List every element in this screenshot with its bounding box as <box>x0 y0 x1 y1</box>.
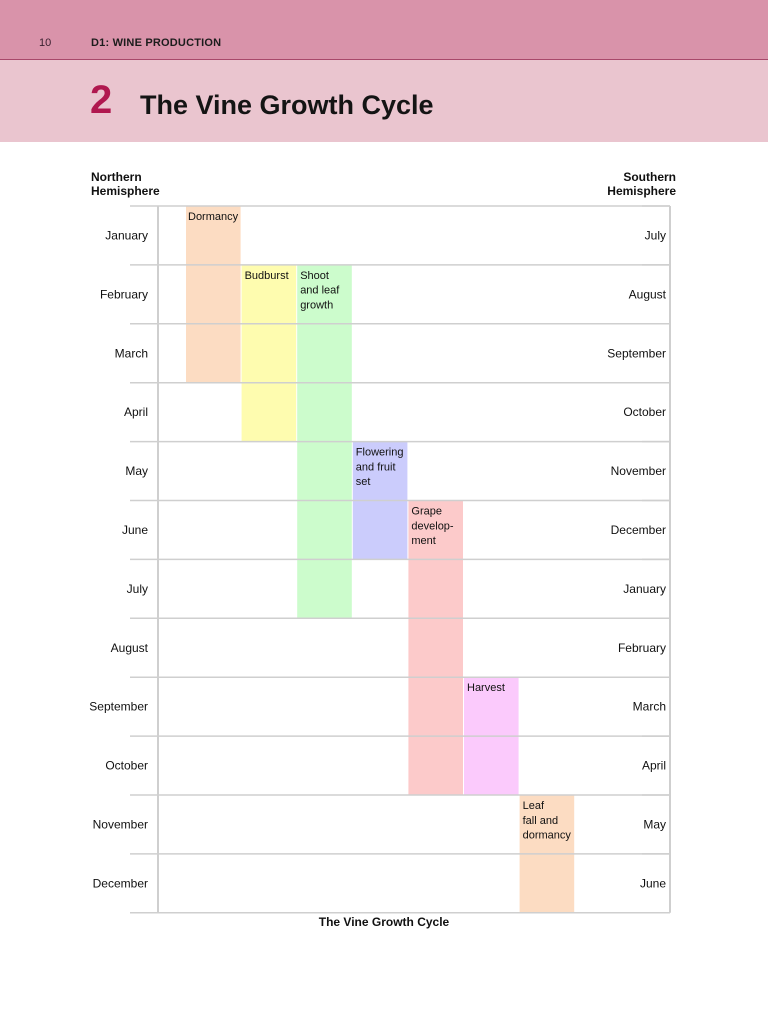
stage-label: ment <box>411 535 436 548</box>
southern-month-label: April <box>641 758 666 773</box>
southern-month-label: October <box>623 405 666 420</box>
southern-hemisphere-header: Southern Hemisphere <box>607 170 676 198</box>
southern-month-label: July <box>644 228 666 243</box>
northern-month-label: October <box>105 758 148 773</box>
northern-month-label: June <box>121 522 148 537</box>
northern-month-label: February <box>99 287 148 302</box>
stage-label: and fruit <box>355 461 396 474</box>
stage-label: growth <box>300 299 334 312</box>
northern-month-label: January <box>105 228 148 243</box>
southern-month-label: March <box>632 699 666 714</box>
stage-label: set <box>355 476 371 489</box>
northern-month-label: December <box>92 876 148 891</box>
northern-month-label: September <box>89 699 148 714</box>
southern-month-label: May <box>643 817 666 832</box>
northern-month-label: July <box>126 581 148 596</box>
stage-label: Dormancy <box>188 211 239 223</box>
page-number: 10 <box>39 37 52 49</box>
southern-month-label: February <box>617 640 666 655</box>
stage-label: Leaf <box>522 800 545 812</box>
chapter-title: The Vine Growth Cycle <box>140 90 434 120</box>
northern-month-label: August <box>110 640 148 655</box>
stage-label: and leaf <box>300 284 340 297</box>
northern-hemisphere-header: Northern Hemisphere <box>91 170 160 198</box>
stage-label: develop- <box>411 520 454 533</box>
southern-month-label: August <box>628 287 666 302</box>
southern-month-label: November <box>610 464 666 479</box>
southern-month-label: June <box>639 876 666 891</box>
stage-label: Budburst <box>244 269 289 282</box>
stage-label: dormancy <box>522 829 571 842</box>
stage-label: Flowering <box>355 446 404 459</box>
northern-month-label: March <box>114 346 148 361</box>
southern-month-label: September <box>607 346 666 361</box>
northern-month-label: April <box>123 405 148 420</box>
stage-label: Harvest <box>467 682 505 695</box>
stage-label: fall and <box>522 814 559 827</box>
southern-month-label: January <box>623 581 666 596</box>
northern-month-label: May <box>125 464 148 479</box>
stage-bar <box>242 265 297 442</box>
chart-caption: The Vine Growth Cycle <box>318 915 450 929</box>
stage-label: Shoot <box>300 269 329 282</box>
section-label: D1: WINE PRODUCTION <box>91 37 222 49</box>
stage-label: Grape <box>411 505 442 518</box>
chapter-number: 2 <box>90 78 113 122</box>
southern-month-label: December <box>610 522 666 537</box>
northern-month-label: November <box>92 817 148 832</box>
stage-bar <box>186 206 241 383</box>
